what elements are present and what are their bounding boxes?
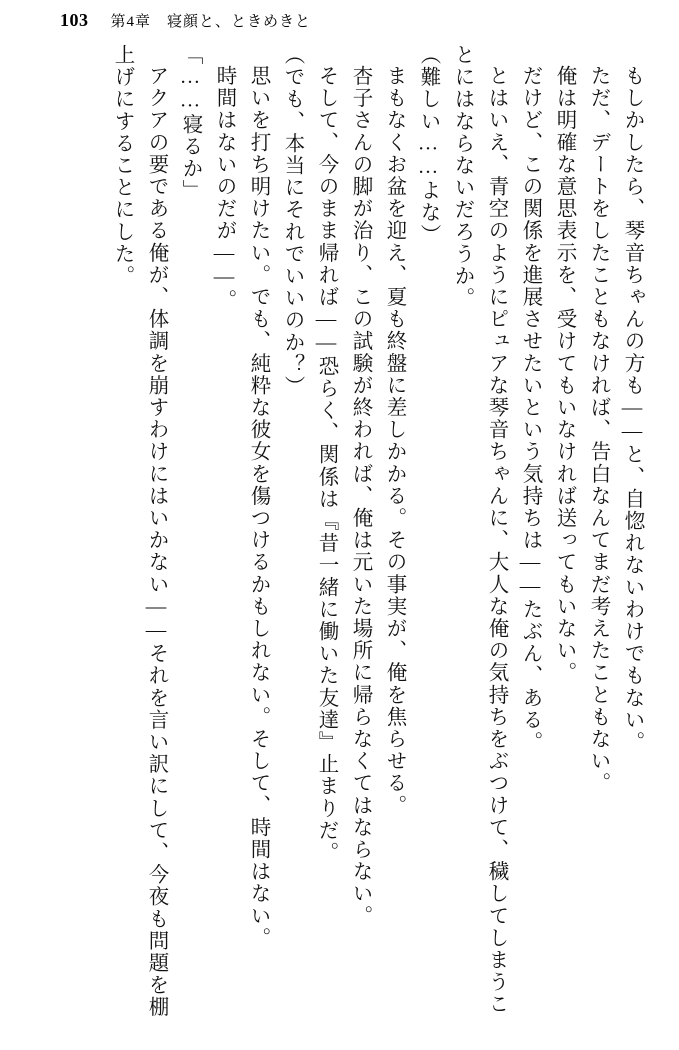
paragraph: 「……寝るか」	[179, 44, 201, 202]
running-head	[0, 0, 679, 40]
paragraph: アクアの要である俺が、体調を崩すわけにはいかない——それを言い訳にして、今夜も問題を棚上げにすることにした。	[111, 44, 167, 1019]
paragraph: 杏子さんの脚が治り、この試験が終われば、俺は元いた場所に帰らなくてはならない。	[349, 65, 371, 927]
paragraph: とはいえ、青空のようにピュアな琴音ちゃんに、大人な俺の気持ちをぶつけて、穢してしまうことにはならないだろうか。	[451, 44, 507, 1016]
page-body	[30, 44, 649, 1034]
page-number: 103	[60, 9, 89, 30]
paragraph: ただ、デートをしたこともなければ、告白なんてまだ考えたこともない。	[587, 65, 609, 795]
paragraph: 思いを打ち明けたい。でも、純粋な彼女を傷つけるかもしれない。そして、時間はない。	[247, 65, 269, 949]
chapter-title: 第4章 寝顔と、ときめきと	[110, 13, 312, 30]
paragraph: （でも、本当にそれでいいのか？）	[281, 44, 303, 398]
paragraph: まもなくお盆を迎え、夏も終盤に差しかかる。その事実が、俺を焦らせる。	[383, 65, 405, 817]
paragraph: 時間はないのだが——。	[213, 65, 235, 312]
paragraph: だけど、この関係を進展させたいという気持ちは——たぶん、ある。	[519, 65, 541, 754]
paragraph: そして、今のまま帰れば——恐らく、関係は『昔一緒に働いた友達』止まりだ。	[315, 65, 337, 864]
paragraph: （難しい……よな）	[417, 44, 439, 246]
paragraph: もしかしたら、琴音ちゃんの方も——と、自惚れないわけでもない。	[621, 65, 643, 754]
vertical-text-block	[30, 44, 649, 1029]
paragraph: 俺は明確な意思表示を、受けてもいなければ送ってもいない。	[553, 65, 575, 684]
